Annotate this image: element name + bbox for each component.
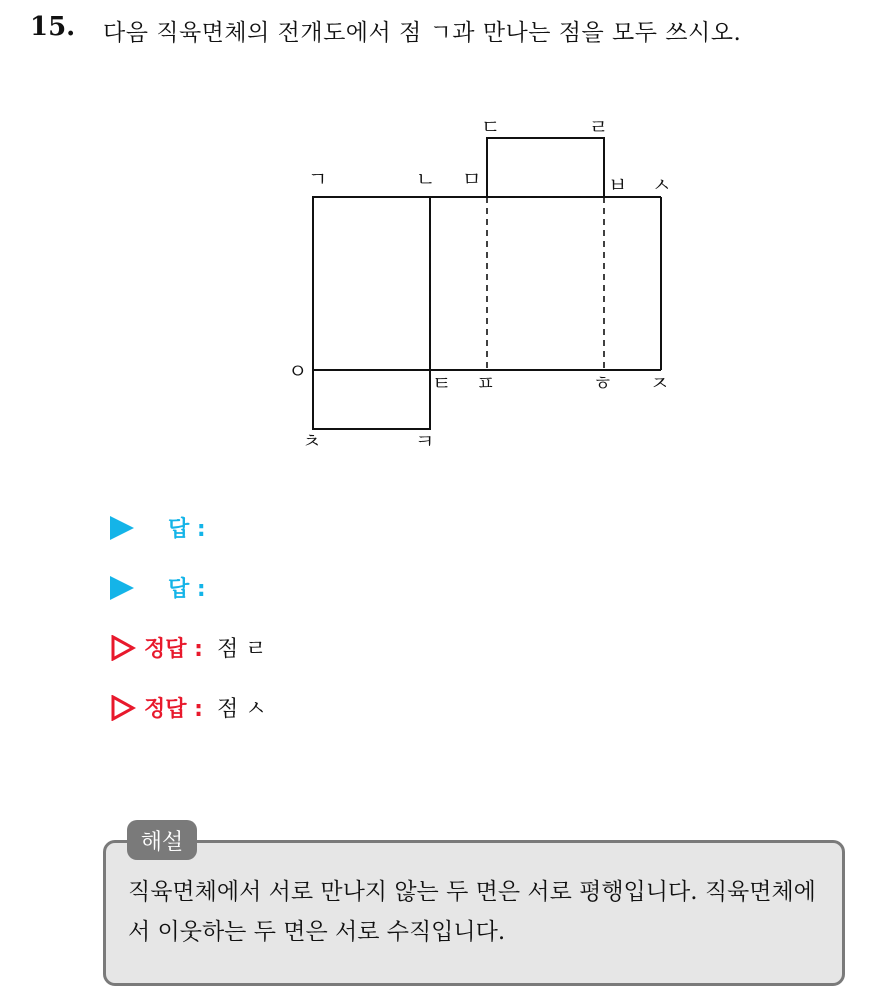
question-text: 다음 직육면체의 전개도에서 점 ㄱ과 만나는 점을 모두 쓰시오. [103,20,742,46]
answer-label: 답 : [168,517,206,542]
question-number: 15. [30,12,76,42]
label-ch: ㅊ [302,429,322,453]
explanation-text: 직육면체에서 서로 만나지 않는 두 면은 서로 평행입니다. 직육면체에서 이웃하는 두 면은 서로 수직입니다. [128,879,816,945]
correct-answer-row-1 [110,632,266,663]
correct-answer-row-2 [110,692,266,723]
label-g: ㄱ [308,167,328,191]
label-h: ㅎ [593,371,613,395]
label-t: ㅌ [432,371,452,395]
net-face-bottom-flap [313,370,430,429]
label-j: ㅈ [650,371,670,395]
correct-answer-label: 정답 : [144,697,203,722]
label-o: ㅇ [288,359,308,383]
net-face-top-flap [487,138,604,197]
hollow-triangle-icon [110,695,136,721]
label-d: ㄷ [481,115,501,139]
answer-label: 답 : [168,577,206,602]
play-triangle-icon [110,516,134,540]
label-m: ㅁ [462,167,482,191]
play-triangle-icon [110,576,134,600]
correct-answer-label: 정답 : [144,637,203,662]
label-p: ㅍ [476,371,496,395]
label-k: ㅋ [415,429,435,453]
answer-row-1 [110,512,220,543]
label-b: ㅂ [608,173,628,197]
correct-answer-value: 점 ㅅ [216,697,267,722]
net-face-left [313,197,430,370]
explanation-tag: 해설 [127,820,197,860]
cuboid-net-diagram [0,0,884,470]
label-s: ㅅ [652,173,672,197]
label-r: ㄹ [589,115,609,139]
correct-answer-value: 점 ㄹ [216,637,267,662]
answer-row-2 [110,572,220,603]
hollow-triangle-icon [110,635,136,661]
label-n: ㄴ [416,167,436,191]
